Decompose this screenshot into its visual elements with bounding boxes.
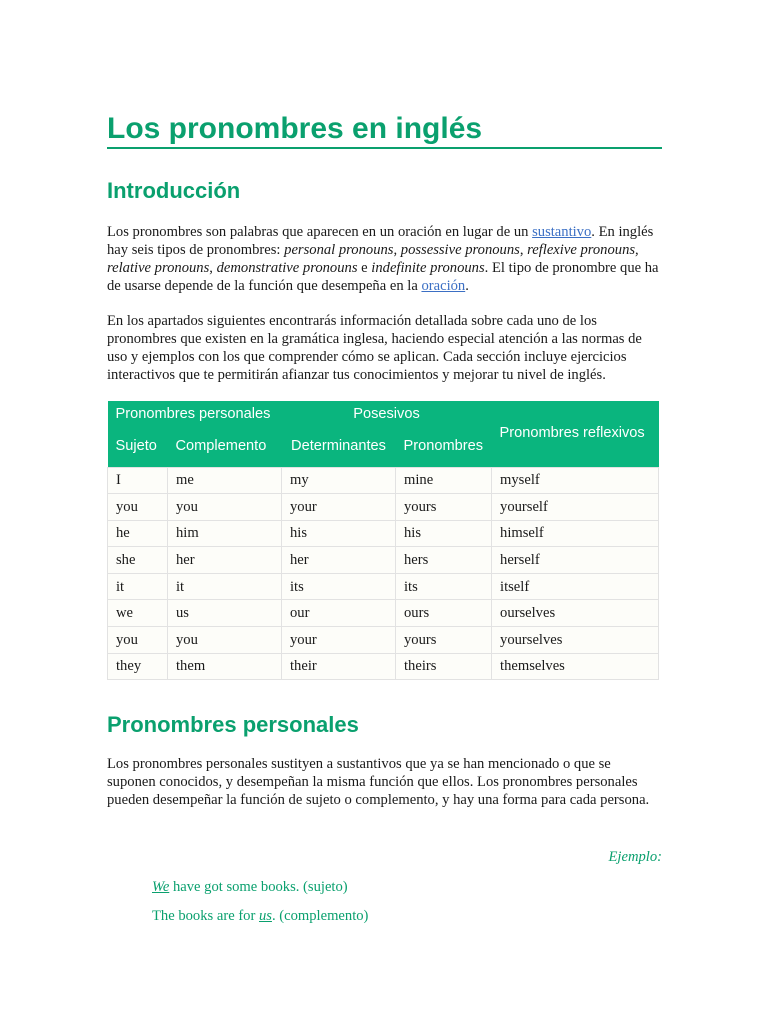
intro-paragraph-1: [107, 223, 662, 295]
table-cell: its: [282, 573, 396, 600]
text-span: . El tipo de pronombre que ha de usarse depende de la función que desempeña en la: [107, 260, 659, 294]
table-cell: me: [168, 467, 282, 494]
table-cell: she: [108, 547, 168, 574]
table-row: [108, 494, 659, 521]
table-cell: his: [282, 520, 396, 547]
example-text: . (complemento): [271, 908, 369, 924]
table-cell: themselves: [492, 653, 659, 680]
table-row: [108, 547, 659, 574]
example-text: have got some books. (sujeto): [169, 879, 348, 895]
italic-term: indefinite pronouns: [371, 260, 485, 276]
italic-term: personal pronouns: [284, 242, 394, 258]
table-cell: his: [396, 520, 492, 547]
table-cell: theirs: [396, 653, 492, 680]
header-personales: Pronombres personales: [108, 401, 282, 427]
table-cell: our: [282, 600, 396, 627]
header-pronombres: Pronombres: [396, 427, 492, 467]
table-row: [108, 600, 659, 627]
table-cell: myself: [492, 467, 659, 494]
personales-heading: Pronombres personales: [107, 712, 359, 737]
table-cell: you: [168, 494, 282, 521]
ejemplo-label: Ejemplo:: [608, 849, 662, 865]
text-span: ,: [635, 242, 639, 258]
table-cell: your: [282, 494, 396, 521]
text-span: ,: [519, 242, 528, 258]
table-cell: I: [108, 467, 168, 494]
example-sentence-1: [152, 878, 348, 896]
table-cell: you: [168, 627, 282, 654]
example-sentence-2: [152, 907, 368, 925]
table-cell: its: [396, 573, 492, 600]
table-row: [108, 467, 659, 494]
text-span: .: [465, 278, 469, 294]
table-cell: her: [168, 547, 282, 574]
table-row: [108, 627, 659, 654]
text-span: ,: [393, 242, 401, 258]
table-cell: her: [282, 547, 396, 574]
header-sujeto: Sujeto: [108, 427, 168, 467]
table-cell: yours: [396, 627, 492, 654]
sustantivo-link[interactable]: sustantivo: [532, 224, 592, 240]
header-reflexivos: Pronombres reflexivos: [492, 401, 659, 467]
personales-paragraph: Los pronombres personales sustityen a sustantivos que ya se han mencionado o que se suponen conocidos, y desempeñan la misma función que ellos. Los pronombres personales pueden desempeñar la función de sujeto o complemento, y hay una forma para cada persona.: [107, 756, 650, 808]
table-cell: my: [282, 467, 396, 494]
table-cell: yourselves: [492, 627, 659, 654]
table-cell: it: [168, 573, 282, 600]
oracion-link[interactable]: oración: [421, 278, 466, 294]
header-determinantes: Determinantes: [282, 427, 396, 467]
table-cell: we: [108, 600, 168, 627]
table-cell: us: [168, 600, 282, 627]
table-cell: ours: [396, 600, 492, 627]
table-cell: himself: [492, 520, 659, 547]
header-complemento: Complemento: [168, 427, 282, 467]
table-body: [108, 467, 659, 680]
table-cell: herself: [492, 547, 659, 574]
intro-paragraph-2: En los apartados siguientes encontrarás información detallada sobre cada uno de los pronombres que existen en la gramática inglesa, haciendo especial atención a las normas de uso y ejemplos con los que comprender cómo se aplican. Cada sección incluye ejercicios interactivos que te permitirán afianzar tus conocimientos y mejorar tu nivel de inglés.: [107, 313, 642, 383]
table-cell: yourself: [492, 494, 659, 521]
table-row: [108, 653, 659, 680]
table-cell: your: [282, 627, 396, 654]
table-row: [108, 520, 659, 547]
table-cell: yours: [396, 494, 492, 521]
header-posesivos: Posesivos: [282, 401, 492, 427]
table-cell: you: [108, 627, 168, 654]
page-title: Los pronombres en inglés: [107, 110, 662, 149]
italic-term: demonstrative pronouns: [216, 260, 358, 276]
text-span: ,: [209, 260, 217, 276]
italic-term: possessive pronouns: [400, 242, 520, 258]
table-cell: ourselves: [492, 600, 659, 627]
text-span: . En inglés hay seis tipos de pronombres:: [107, 224, 654, 258]
example-pronoun: We: [152, 879, 170, 895]
table-cell: itself: [492, 573, 659, 600]
table-cell: you: [108, 494, 168, 521]
italic-term: reflexive pronouns: [527, 242, 636, 258]
text-span: Los pronombres son palabras que aparecen en un oración en lugar de un: [107, 224, 533, 240]
italic-term: relative pronouns: [107, 260, 210, 276]
table-row: [108, 573, 659, 600]
table-cell: him: [168, 520, 282, 547]
text-span: e: [357, 260, 372, 276]
intro-heading: Introducción: [107, 178, 241, 203]
table-cell: them: [168, 653, 282, 680]
table-cell: it: [108, 573, 168, 600]
table-cell: their: [282, 653, 396, 680]
table-cell: he: [108, 520, 168, 547]
table-cell: they: [108, 653, 168, 680]
example-text: The books are for: [152, 908, 259, 924]
example-pronoun: us: [258, 908, 272, 924]
table-cell: mine: [396, 467, 492, 494]
table-cell: hers: [396, 547, 492, 574]
pronouns-table: [107, 401, 659, 680]
